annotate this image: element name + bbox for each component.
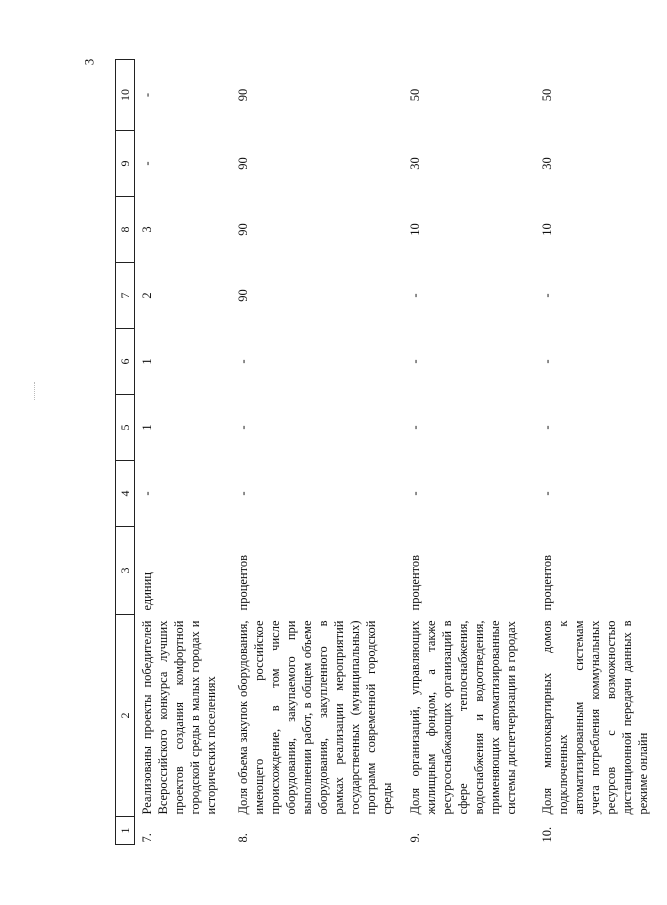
indicator-description: Доля организаций, управляющих жилищным фондом, а также ресурсоснабжающих организаций в сфере теплоснабжения, водоснабжения и водоотведения, применяющих автоматизированные системы диспетчеризации в городах xyxy=(408,620,518,815)
row-number: 8. xyxy=(236,833,250,843)
year-value: - xyxy=(236,425,250,430)
year-value: 90 xyxy=(236,223,250,236)
year-value: - xyxy=(140,92,154,98)
column-header: 8 xyxy=(116,197,135,263)
column-header: 1 xyxy=(116,817,135,845)
table-row xyxy=(135,60,232,845)
year-value: 3 xyxy=(140,226,154,233)
year-value: 50 xyxy=(540,88,554,102)
year-value: - xyxy=(408,359,422,364)
year-value: - xyxy=(140,491,154,496)
column-header: 5 xyxy=(116,395,135,461)
row-number: 7. xyxy=(140,833,154,843)
year-value: - xyxy=(408,425,422,430)
indicator-description: Доля объема закупок оборудования, имеющего российское происхождение, в том числе оборудования, закупаемого при выполнении работ, в общем объеме оборудования, закупленного в рамках реализации мероприятий государственных (муниципальных) программ современной городской среды xyxy=(236,620,394,815)
year-value: - xyxy=(236,491,250,496)
row-number: 9. xyxy=(408,833,422,843)
unit-of-measure: процентов xyxy=(408,554,422,611)
table-row xyxy=(403,60,535,845)
year-value: 90 xyxy=(236,88,250,102)
year-value: - xyxy=(236,359,250,364)
year-value: 1 xyxy=(140,358,154,365)
year-value: - xyxy=(540,425,554,430)
table-row xyxy=(535,60,667,845)
year-value: - xyxy=(540,359,554,364)
year-value: 30 xyxy=(408,157,422,170)
unit-of-measure: единиц xyxy=(140,571,154,611)
year-value: 90 xyxy=(236,289,250,302)
column-header: 10 xyxy=(116,60,135,131)
year-value: - xyxy=(408,293,422,298)
column-number-row xyxy=(116,60,135,845)
indicator-description: Доля многоквартирных домов подключенных к автоматизированным системам учета потребления коммунальных ресурсов с возможностью дистанционной передачи данных в режиме онлайн xyxy=(540,620,650,815)
year-value: 30 xyxy=(540,157,554,170)
table-row xyxy=(231,60,403,845)
row-number: 10. xyxy=(540,826,554,843)
year-value: 10 xyxy=(408,223,422,236)
year-value: 1 xyxy=(140,424,154,431)
indicator-description: Реализованы проекты победителей Всероссийского конкурса лучших проектов создания комфортной городской среды в малых городах и исторических поселениях xyxy=(140,620,218,815)
indicators-table xyxy=(115,59,667,845)
year-value: - xyxy=(408,491,422,496)
year-value: - xyxy=(540,293,554,298)
year-value: 50 xyxy=(408,88,422,102)
year-value: 10 xyxy=(540,223,554,236)
column-header: 9 xyxy=(116,131,135,197)
year-value: - xyxy=(540,491,554,496)
year-value: 90 xyxy=(236,157,250,170)
column-header: 6 xyxy=(116,329,135,395)
column-header: 7 xyxy=(116,263,135,329)
column-header: 4 xyxy=(116,461,135,527)
year-value: - xyxy=(140,161,154,166)
scan-artifact xyxy=(34,382,39,400)
column-header: 3 xyxy=(116,527,135,615)
unit-of-measure: процентов xyxy=(540,554,554,611)
indicators-table-wrapper xyxy=(115,60,650,845)
year-value: 2 xyxy=(140,292,154,299)
page-number: 3 xyxy=(81,58,97,66)
unit-of-measure: процентов xyxy=(236,554,250,611)
column-header: 2 xyxy=(116,615,135,817)
